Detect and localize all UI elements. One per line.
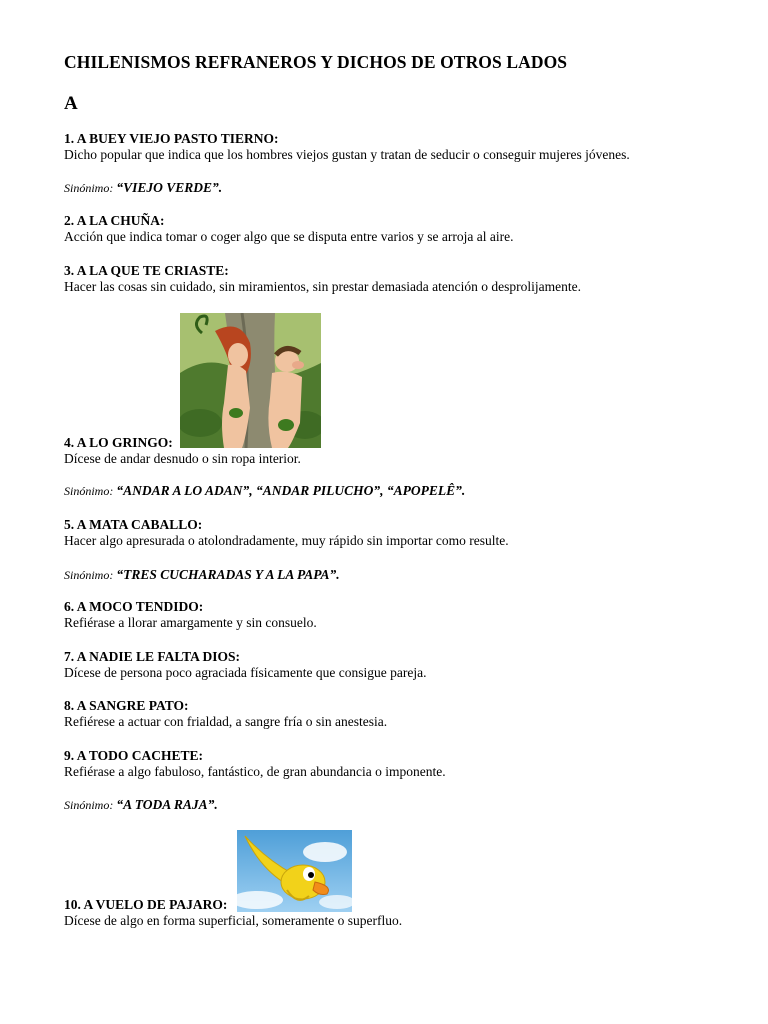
entry-definition: Hacer algo apresurada o atolondradamente, muy rápido sin importar como resulte. bbox=[64, 533, 509, 548]
synonym-label: Sinónimo: bbox=[64, 568, 117, 582]
section-letter: A bbox=[64, 93, 78, 114]
entry-heading: 2. A LA CHUÑA: bbox=[64, 213, 165, 228]
entry-heading: 4. A LO GRINGO: bbox=[64, 435, 173, 450]
bird-illustration bbox=[237, 830, 352, 912]
entry-definition: Dícese de persona poco agraciada físicamente que consigue pareja. bbox=[64, 665, 427, 680]
bird-drawing bbox=[237, 830, 352, 912]
entry-heading: 9. A TODO CACHETE: bbox=[64, 748, 204, 763]
entry-heading: 5. A MATA CABALLO: bbox=[64, 517, 203, 532]
entry-definition: Dícese de algo en forma superficial, someramente o superfluo. bbox=[64, 913, 403, 928]
entry-heading: 1. A BUEY VIEJO PASTO TIERNO: bbox=[64, 131, 279, 146]
entry-definition: Hacer las cosas sin cuidado, sin miramientos, sin prestar demasiada atención o desprolijamente. bbox=[64, 279, 581, 294]
synonym-label: Sinónimo: bbox=[64, 181, 117, 195]
synonym-value: “VIEJO VERDE”. bbox=[116, 180, 223, 195]
adam-eve-illustration bbox=[180, 313, 321, 448]
entry-definition: Refiérase a algo fabuloso, fantástico, de gran abundancia o imponente. bbox=[64, 764, 446, 779]
entry-definition: Refiérase a llorar amargamente y sin consuelo. bbox=[64, 615, 317, 630]
entry-synonym bbox=[64, 567, 340, 583]
synonym-label: Sinónimo: bbox=[64, 798, 117, 812]
entry-heading: 6. A MOCO TENDIDO: bbox=[64, 599, 204, 614]
entry-definition: Dicho popular que indica que los hombres viejos gustan y tratan de seducir o conseguir mujeres jóvenes. bbox=[64, 147, 630, 162]
synonym-value: “A TODA RAJA”. bbox=[116, 797, 218, 812]
entry-definition: Refiérese a actuar con frialdad, a sangre fría o sin anestesia. bbox=[64, 714, 388, 729]
entry-definition: Dícese de andar desnudo o sin ropa interior. bbox=[64, 451, 301, 466]
entry-heading: 8. A SANGRE PATO: bbox=[64, 698, 189, 713]
entry-synonym bbox=[64, 483, 465, 499]
entry-heading: 10. A VUELO DE PAJARO: bbox=[64, 897, 228, 912]
synonym-value: “ANDAR A LO ADAN”, “ANDAR PILUCHO”, “APOPELÊ”. bbox=[116, 483, 466, 498]
entry-heading: 3. A LA QUE TE CRIASTE: bbox=[64, 263, 229, 278]
entry-synonym bbox=[64, 797, 218, 813]
synonym-value: “TRES CUCHARADAS Y A LA PAPA”. bbox=[116, 567, 340, 582]
document-title: CHILENISMOS REFRANEROS Y DICHOS DE OTROS LADOS bbox=[64, 52, 568, 72]
entry-heading: 7. A NADIE LE FALTA DIOS: bbox=[64, 649, 241, 664]
entry-synonym bbox=[64, 180, 222, 196]
adam-eve-drawing bbox=[180, 313, 321, 448]
entry-definition: Acción que indica tomar o coger algo que se disputa entre varios y se arroja al aire. bbox=[64, 229, 514, 244]
synonym-label: Sinónimo: bbox=[64, 484, 117, 498]
